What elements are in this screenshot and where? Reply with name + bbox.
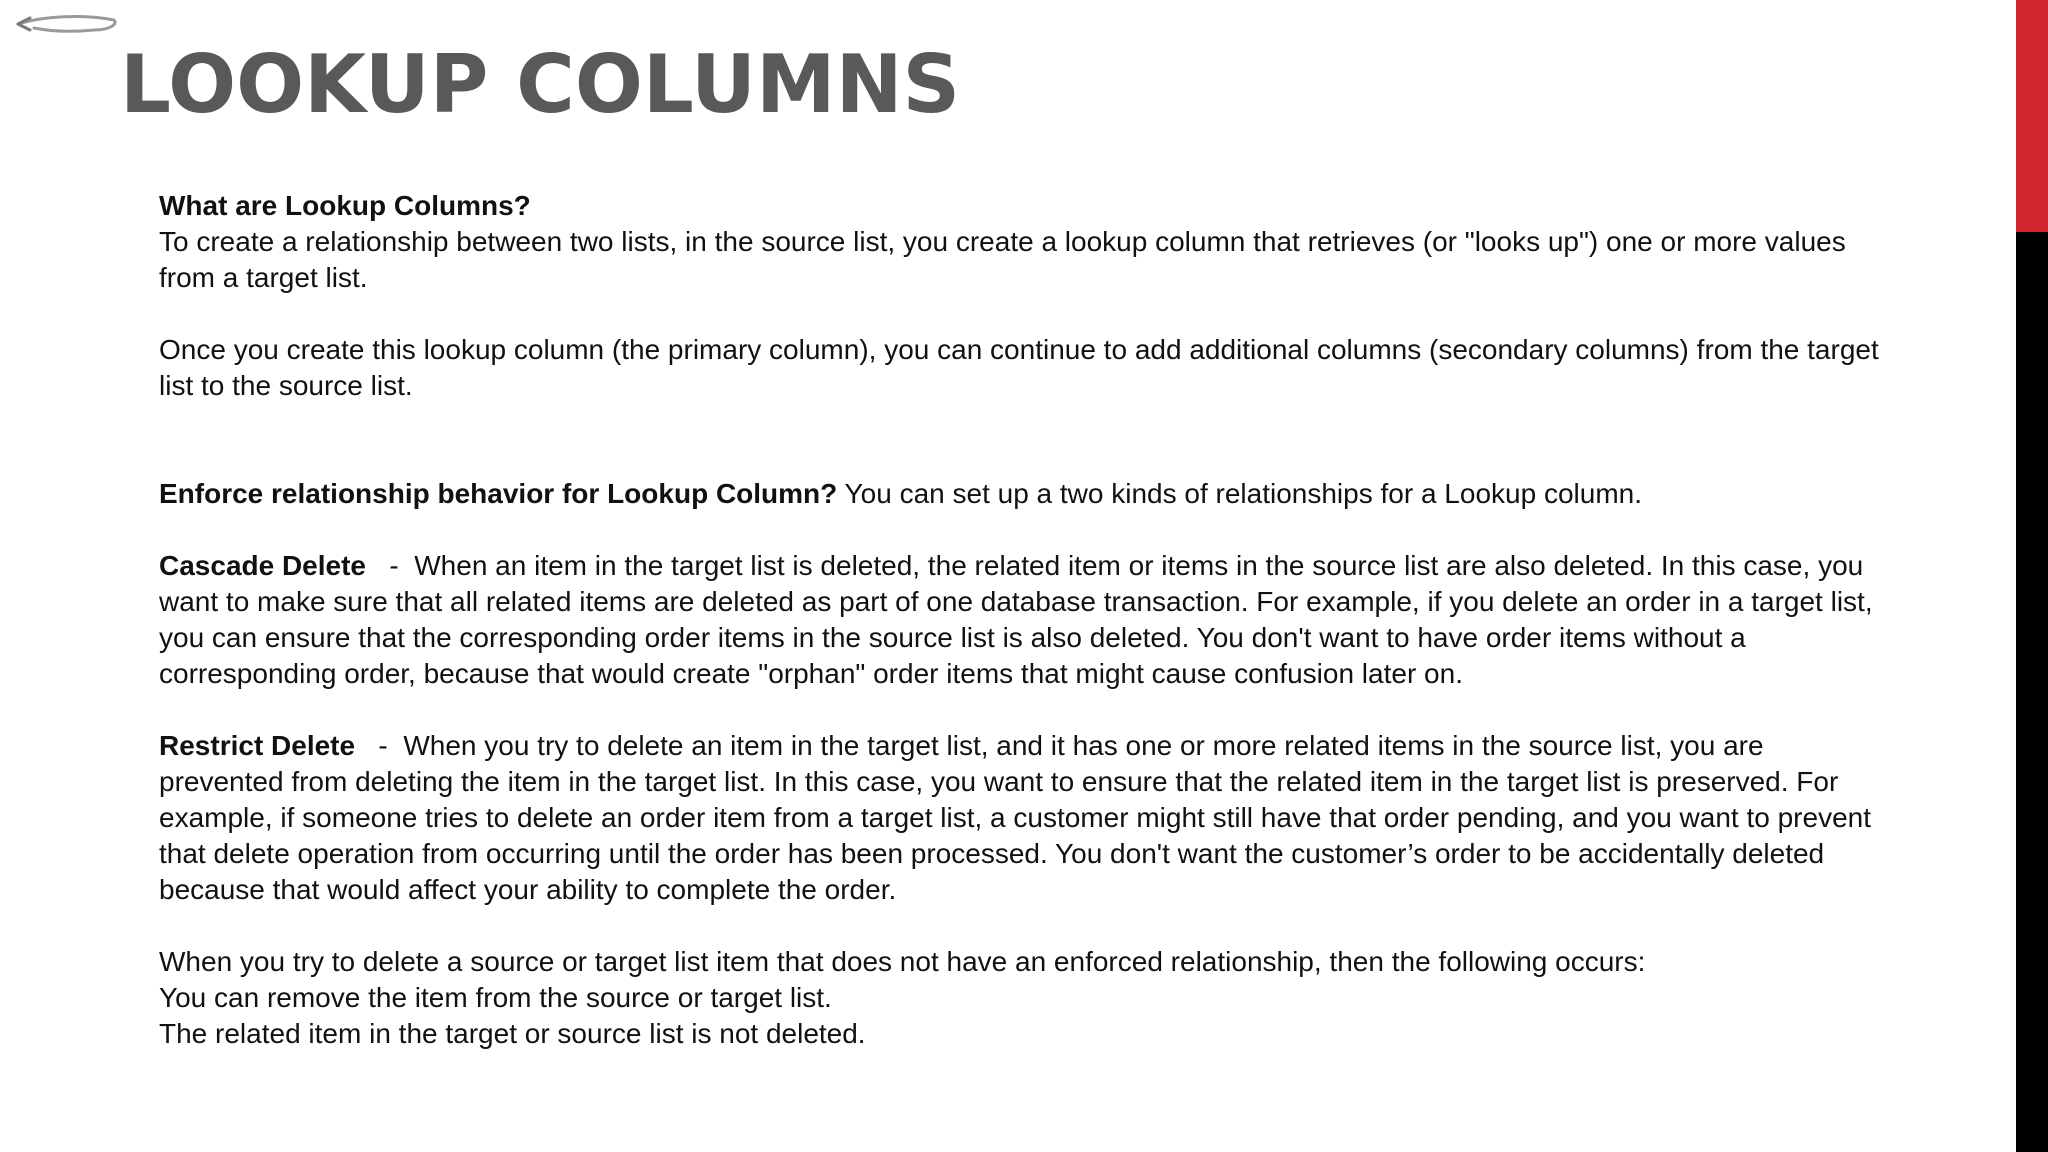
when-paragraph: When you try to delete a source or target list item that does not have an enforced relationship, then the following occurs: — [159, 946, 1646, 977]
cascade-paragraph — [159, 548, 1879, 692]
once-paragraph: Once you create this lookup column (the primary column), you can continue to add additional columns (secondary columns) from the target list to the source list. — [159, 334, 1879, 401]
what-paragraph: To create a relationship between two lists, in the source list, you create a lookup column that retrieves (or "looks up") one or more values from a target list. — [159, 226, 1846, 293]
cascade-text: When an item in the target list is deleted, the related item or items in the source list are also deleted. In this case, you want to make sure that all related items are deleted as part of one database transaction. For example, if you delete an order in a target list, you can ensure that the corresponding order items in the source list is also deleted. You don't want to have order items without a corresponding order, because that would create "orphan" order items that might cause confusion later on. — [159, 550, 1873, 689]
slide-body — [159, 188, 1879, 1052]
spacer — [159, 404, 1879, 476]
enforce-text: You can set up a two kinds of relationships for a Lookup column. — [837, 478, 1642, 509]
spacer — [159, 512, 1879, 548]
restrict-paragraph — [159, 728, 1879, 908]
restrict-heading: Restrict Delete — [159, 730, 356, 761]
cascade-separator: - — [366, 550, 415, 581]
right-edge-accent — [2016, 0, 2048, 232]
what-heading — [159, 188, 1879, 224]
result-line-1: You can remove the item from the source or target list. — [159, 982, 832, 1013]
restrict-text: When you try to delete an item in the target list, and it has one or more related items in the source list, you are prevented from deleting the item in the target list. In this case, you want to ensure that the related item in the target list is preserved. For example, if someone tries to delete an order item from a target list, a customer might still have that order pending, and you want to prevent that delete operation from occurring until the order has been processed. You don't want the customer’s order to be accidentally deleted because that would affect your ability to complete the order. — [159, 730, 1871, 905]
what-heading-text: What are Lookup Columns? — [159, 190, 531, 221]
spacer — [159, 692, 1879, 728]
restrict-separator: - — [355, 730, 404, 761]
cascade-heading: Cascade Delete — [159, 550, 367, 581]
spacer — [159, 296, 1879, 332]
result-line-2: The related item in the target or source list is not deleted. — [159, 1018, 866, 1049]
enforce-paragraph — [159, 476, 1879, 512]
enforce-heading: Enforce relationship behavior for Lookup Column? — [159, 478, 838, 509]
back-arrow-icon[interactable] — [14, 10, 118, 36]
spacer — [159, 908, 1879, 944]
page-title: LOOKUP COLUMNS — [120, 38, 961, 131]
